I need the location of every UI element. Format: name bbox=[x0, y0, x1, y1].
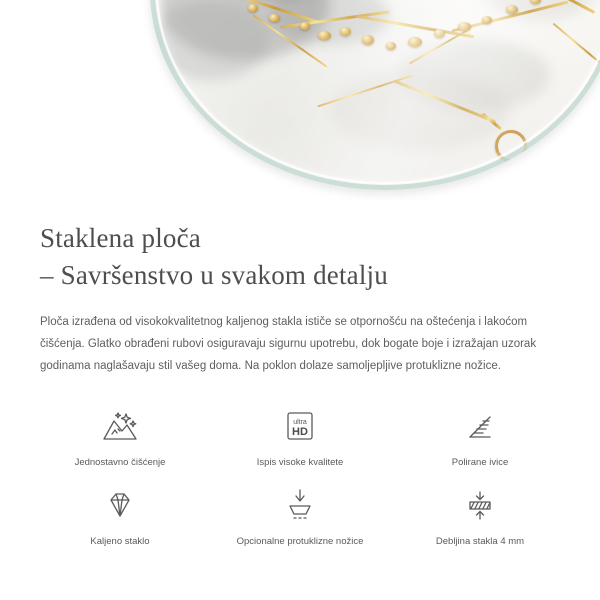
anti-slip-feet-icon bbox=[278, 483, 322, 529]
feature-label: Jednostavno čišćenje bbox=[74, 456, 166, 468]
feature-label: Polirane ivice bbox=[451, 456, 509, 468]
text-content bbox=[0, 220, 600, 378]
feature-item bbox=[210, 483, 390, 548]
svg-text:HD: HD bbox=[292, 425, 308, 438]
thickness-icon bbox=[458, 483, 502, 529]
feature-label: Ispis visoke kvalitete bbox=[256, 456, 344, 468]
glass-plate-graphic bbox=[150, 0, 600, 190]
feature-item bbox=[30, 404, 210, 469]
glass-highlight bbox=[150, 0, 600, 190]
description-paragraph: Ploča izrađena od visokokvalitetnog kaljenog stakla ističe se otpornošću na oštećenja i lakoćom čišćenja. Glatko obrađeni rubovi osiguravaju sigurnu upotrebu, dok bogate boje i izražajan uzorak godinama naglašavaju stil vašeg doma. Na poklon dolaze samoljepljive protuklizne nožice. bbox=[40, 315, 537, 373]
feature-label: Opcionalne protuklizne nožice bbox=[236, 536, 364, 548]
feature-item bbox=[210, 404, 390, 469]
sparkle-cloth-icon bbox=[98, 404, 142, 450]
feature-grid bbox=[0, 404, 600, 549]
diamond-icon bbox=[98, 483, 142, 529]
feature-item bbox=[390, 404, 570, 469]
title-line-1: Staklena ploča bbox=[40, 223, 201, 253]
polished-edges-icon bbox=[458, 404, 502, 450]
title-line-2: – Savršenstvo u svakom detalju bbox=[40, 260, 388, 291]
feature-item bbox=[390, 483, 570, 548]
svg-text:ultra: ultra bbox=[293, 418, 307, 426]
feature-item bbox=[30, 483, 210, 548]
page-title bbox=[40, 220, 560, 295]
feature-label: Kaljeno staklo bbox=[90, 536, 150, 548]
ultra-hd-icon bbox=[278, 404, 322, 450]
hero-image bbox=[0, 0, 600, 200]
feature-label: Debljina stakla 4 mm bbox=[435, 536, 525, 548]
